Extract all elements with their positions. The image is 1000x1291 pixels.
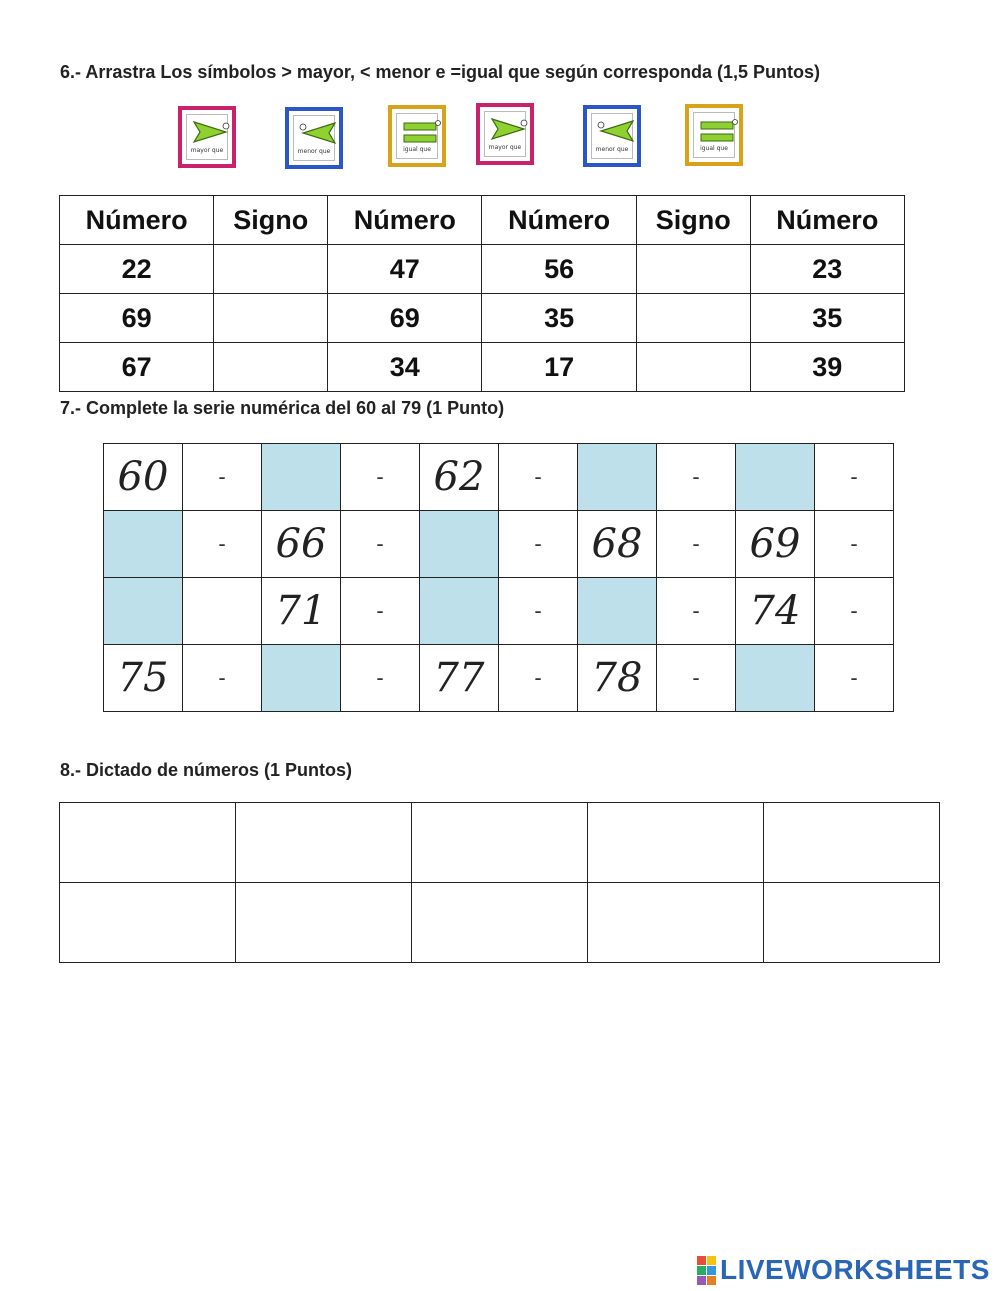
sign-drop-zone[interactable] xyxy=(636,294,750,343)
dictation-row xyxy=(60,803,940,883)
liveworksheets-logo xyxy=(697,1255,990,1285)
series-separator: - xyxy=(815,511,894,578)
dictation-answer-cell[interactable] xyxy=(412,803,588,883)
series-separator: - xyxy=(183,511,262,578)
sign-drop-zone[interactable] xyxy=(214,245,328,294)
number-series-grid xyxy=(103,443,894,712)
series-answer-input[interactable] xyxy=(104,578,183,645)
series-number: 69 xyxy=(736,511,815,578)
series-separator: - xyxy=(341,444,420,511)
number-cell: 39 xyxy=(750,343,904,392)
number-cell: 35 xyxy=(750,294,904,343)
column-header: Número xyxy=(60,196,214,245)
q7-title: 7.- Complete la serie numérica del 60 al 79 (1 Punto) xyxy=(60,398,505,418)
menor-que-card[interactable] xyxy=(583,105,641,167)
series-separator: - xyxy=(499,645,578,712)
series-answer-input[interactable] xyxy=(578,578,657,645)
symbol-bank xyxy=(178,103,748,173)
number-cell: 47 xyxy=(328,245,482,294)
series-separator: - xyxy=(657,511,736,578)
series-answer-input[interactable] xyxy=(578,444,657,511)
dictation-answer-cell[interactable] xyxy=(60,883,236,963)
table-row xyxy=(60,245,905,294)
table-row xyxy=(60,343,905,392)
series-separator: - xyxy=(815,444,894,511)
series-row xyxy=(104,511,894,578)
series-answer-input[interactable] xyxy=(736,645,815,712)
series-separator: - xyxy=(815,578,894,645)
series-separator: - xyxy=(657,645,736,712)
dictation-answer-cell[interactable] xyxy=(588,803,764,883)
series-separator: - xyxy=(657,578,736,645)
symbol-caption: igual que xyxy=(700,145,728,152)
number-cell: 69 xyxy=(328,294,482,343)
table-header-row xyxy=(60,196,905,245)
series-number: 71 xyxy=(262,578,341,645)
series-separator: - xyxy=(183,645,262,712)
sign-drop-zone[interactable] xyxy=(636,343,750,392)
series-separator: - xyxy=(341,578,420,645)
column-header: Signo xyxy=(636,196,750,245)
dictation-answer-cell[interactable] xyxy=(412,883,588,963)
number-cell: 17 xyxy=(482,343,636,392)
comparison-table xyxy=(59,195,905,392)
series-answer-input[interactable] xyxy=(420,578,499,645)
series-number: 62 xyxy=(420,444,499,511)
series-separator: - xyxy=(499,578,578,645)
mayor-que-card[interactable] xyxy=(476,103,534,165)
logo-text: LIVEWORKSHEETS xyxy=(720,1254,990,1285)
series-number: 77 xyxy=(420,645,499,712)
series-separator: - xyxy=(341,511,420,578)
series-row xyxy=(104,578,894,645)
sign-drop-zone[interactable] xyxy=(214,294,328,343)
series-separator: - xyxy=(815,645,894,712)
series-separator: - xyxy=(499,444,578,511)
q6-title: 6.- Arrastra Los símbolos > mayor, < menor e =igual que según corresponda (1,5 Puntos) xyxy=(60,62,821,82)
series-row xyxy=(104,645,894,712)
number-cell: 23 xyxy=(750,245,904,294)
symbol-caption: menor que xyxy=(595,146,629,153)
series-number: 74 xyxy=(736,578,815,645)
series-answer-input[interactable] xyxy=(262,444,341,511)
series-number: 75 xyxy=(104,645,183,712)
number-cell: 34 xyxy=(328,343,482,392)
dictation-row xyxy=(60,883,940,963)
dictation-answer-cell[interactable] xyxy=(60,803,236,883)
number-cell: 35 xyxy=(482,294,636,343)
series-answer-input[interactable] xyxy=(104,511,183,578)
dictation-answer-cell[interactable] xyxy=(236,883,412,963)
series-number: 66 xyxy=(262,511,341,578)
series-number: 60 xyxy=(104,444,183,511)
dictation-answer-cell[interactable] xyxy=(764,883,940,963)
series-answer-input[interactable] xyxy=(420,511,499,578)
dictation-grid xyxy=(59,802,940,963)
menor-que-card[interactable] xyxy=(285,107,343,169)
column-header: Número xyxy=(750,196,904,245)
dictation-answer-cell[interactable] xyxy=(236,803,412,883)
number-cell: 69 xyxy=(60,294,214,343)
igual-que-card[interactable] xyxy=(685,104,743,166)
symbol-caption: menor que xyxy=(297,148,331,155)
number-cell: 56 xyxy=(482,245,636,294)
logo-blocks-icon xyxy=(697,1256,716,1285)
symbol-caption: mayor que xyxy=(190,147,224,154)
series-separator: - xyxy=(499,511,578,578)
column-header: Número xyxy=(482,196,636,245)
symbol-caption: mayor que xyxy=(488,144,522,151)
dictation-answer-cell[interactable] xyxy=(764,803,940,883)
dictation-answer-cell[interactable] xyxy=(588,883,764,963)
series-separator: - xyxy=(183,444,262,511)
series-separator: - xyxy=(341,645,420,712)
number-cell: 67 xyxy=(60,343,214,392)
table-row xyxy=(60,294,905,343)
series-separator xyxy=(183,578,262,645)
igual-que-card[interactable] xyxy=(388,105,446,167)
series-answer-input[interactable] xyxy=(262,645,341,712)
number-cell: 22 xyxy=(60,245,214,294)
series-row xyxy=(104,444,894,511)
sign-drop-zone[interactable] xyxy=(214,343,328,392)
q8-title: 8.- Dictado de números (1 Puntos) xyxy=(60,760,353,780)
symbol-caption: igual que xyxy=(403,146,431,153)
sign-drop-zone[interactable] xyxy=(636,245,750,294)
mayor-que-card[interactable] xyxy=(178,106,236,168)
series-number: 68 xyxy=(578,511,657,578)
series-separator: - xyxy=(657,444,736,511)
column-header: Número xyxy=(328,196,482,245)
column-header: Signo xyxy=(214,196,328,245)
series-answer-input[interactable] xyxy=(736,444,815,511)
series-number: 78 xyxy=(578,645,657,712)
